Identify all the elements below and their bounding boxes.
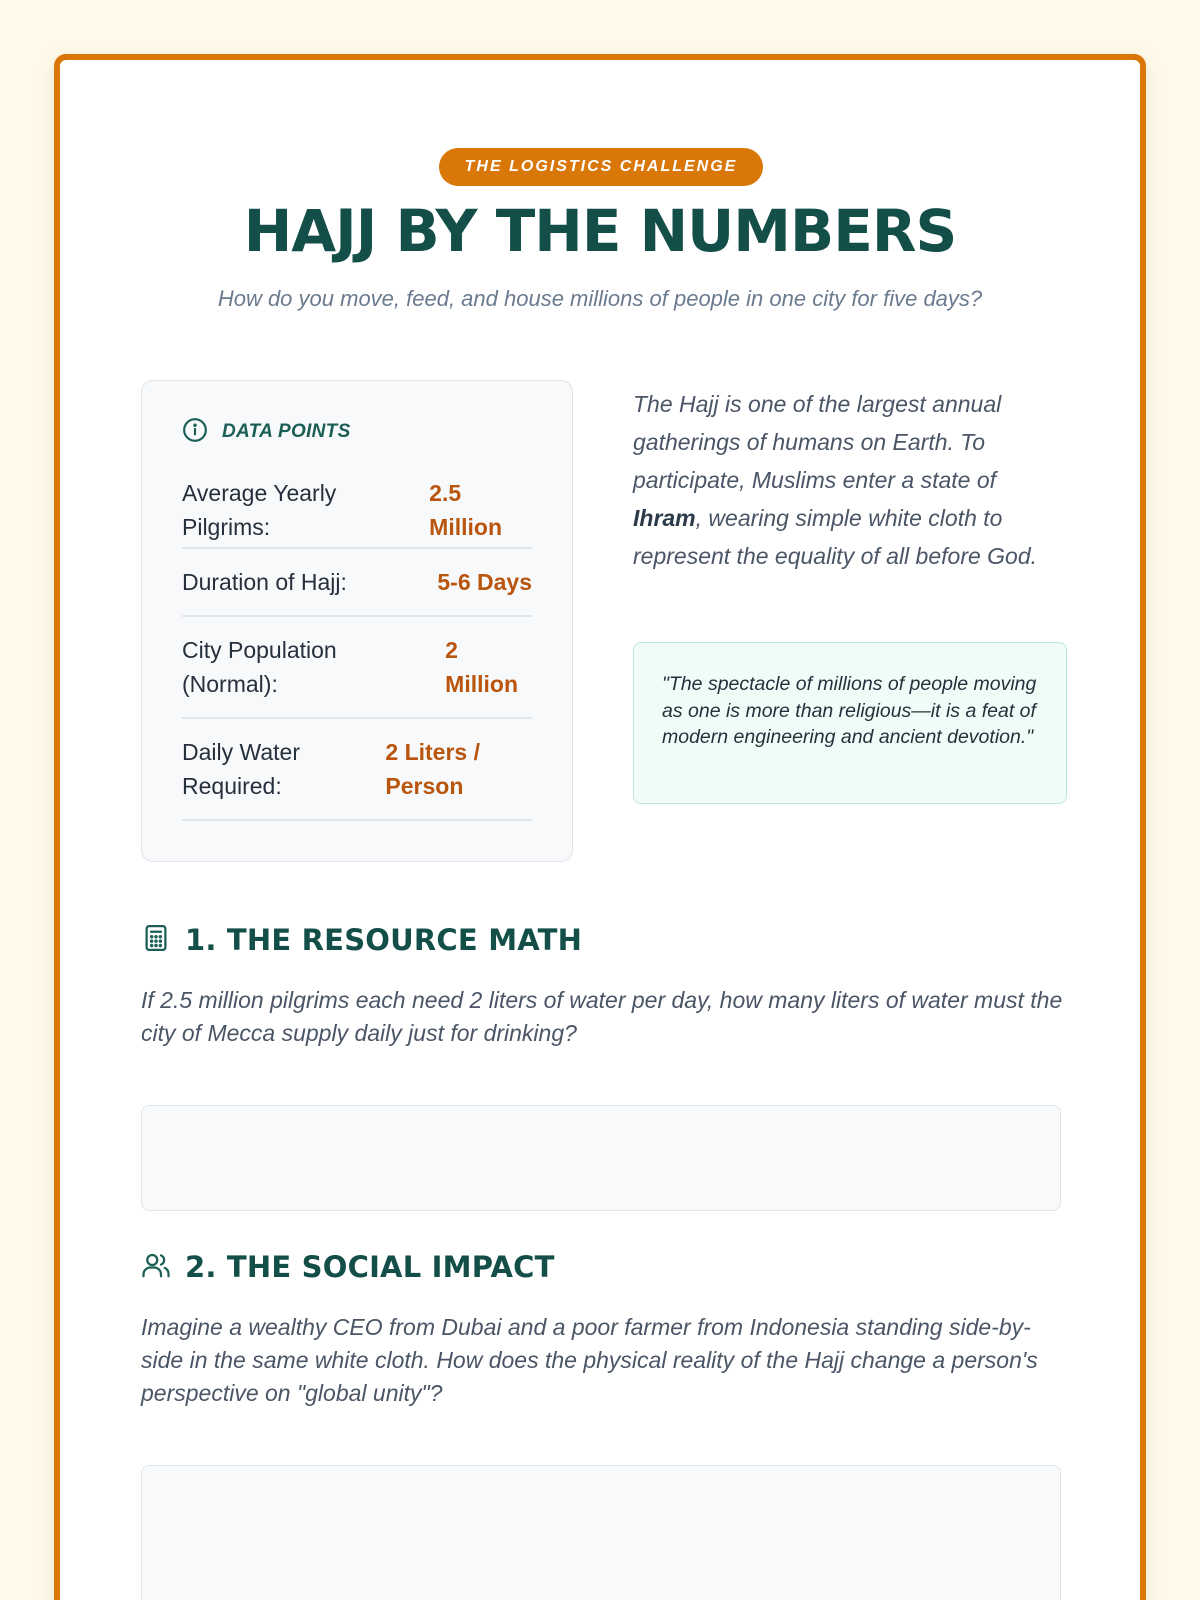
worksheet-card <box>54 54 1146 1600</box>
section-resource-math <box>141 920 582 960</box>
data-label: Duration of Hajj: <box>182 569 347 595</box>
data-value: 2 Million <box>445 637 518 697</box>
answer-field-social-impact[interactable] <box>141 1465 1061 1600</box>
question-social-impact: Imagine a wealthy CEO from Dubai and a poor farmer from Indonesia standing side-by-side in the same white cloth. How does the physical reality of the Hajj change a person's perspective on "global unity"? <box>141 1314 1038 1406</box>
data-points-header <box>182 417 351 447</box>
data-value: 2.5 Million <box>429 480 502 540</box>
page-title: HAJJ BY THE NUMBERS <box>243 197 957 265</box>
data-label: City Population (Normal): <box>182 637 337 697</box>
intro-paragraph: The Hajj is one of the largest annual gatherings of humans on Earth. To participate, Muslims enter a state of Ihram, wearing simple white cloth to represent the equality of all before God. <box>633 391 1038 569</box>
data-points-heading: DATA POINTS <box>222 421 351 442</box>
topic-badge: THE LOGISTICS CHALLENGE <box>439 148 763 186</box>
data-row-water <box>182 719 532 821</box>
data-label: Daily Water Required: <box>182 739 300 799</box>
page-subtitle: How do you move, feed, and house millions of people in one city for five days? <box>217 286 983 311</box>
data-row-pilgrims <box>182 473 532 549</box>
calculator-icon <box>141 923 171 958</box>
data-value: 5-6 Days <box>437 569 532 595</box>
data-value: 2 Liters / Person <box>385 739 480 799</box>
data-label: Average Yearly Pilgrims: <box>182 480 337 540</box>
users-icon <box>141 1250 171 1285</box>
question-resource-math: If 2.5 million pilgrims each need 2 liters of water per day, how many liters of water must the city of Mecca supply daily just for drinking? <box>141 987 1063 1046</box>
section-social-impact <box>141 1247 555 1287</box>
info-icon <box>182 417 208 448</box>
quote-box: "The spectacle of millions of people moving as one is more than religious—it is a feat of modern engineering and ancient devotion." <box>633 642 1067 804</box>
answer-field-resource-math[interactable] <box>141 1105 1061 1211</box>
data-row-duration <box>182 549 532 617</box>
section-title: 2. THE SOCIAL IMPACT <box>185 1250 555 1284</box>
data-row-population <box>182 617 532 719</box>
data-points-panel <box>141 380 573 862</box>
ihram-term: Ihram <box>633 505 696 531</box>
section-title: 1. THE RESOURCE MATH <box>185 923 583 957</box>
